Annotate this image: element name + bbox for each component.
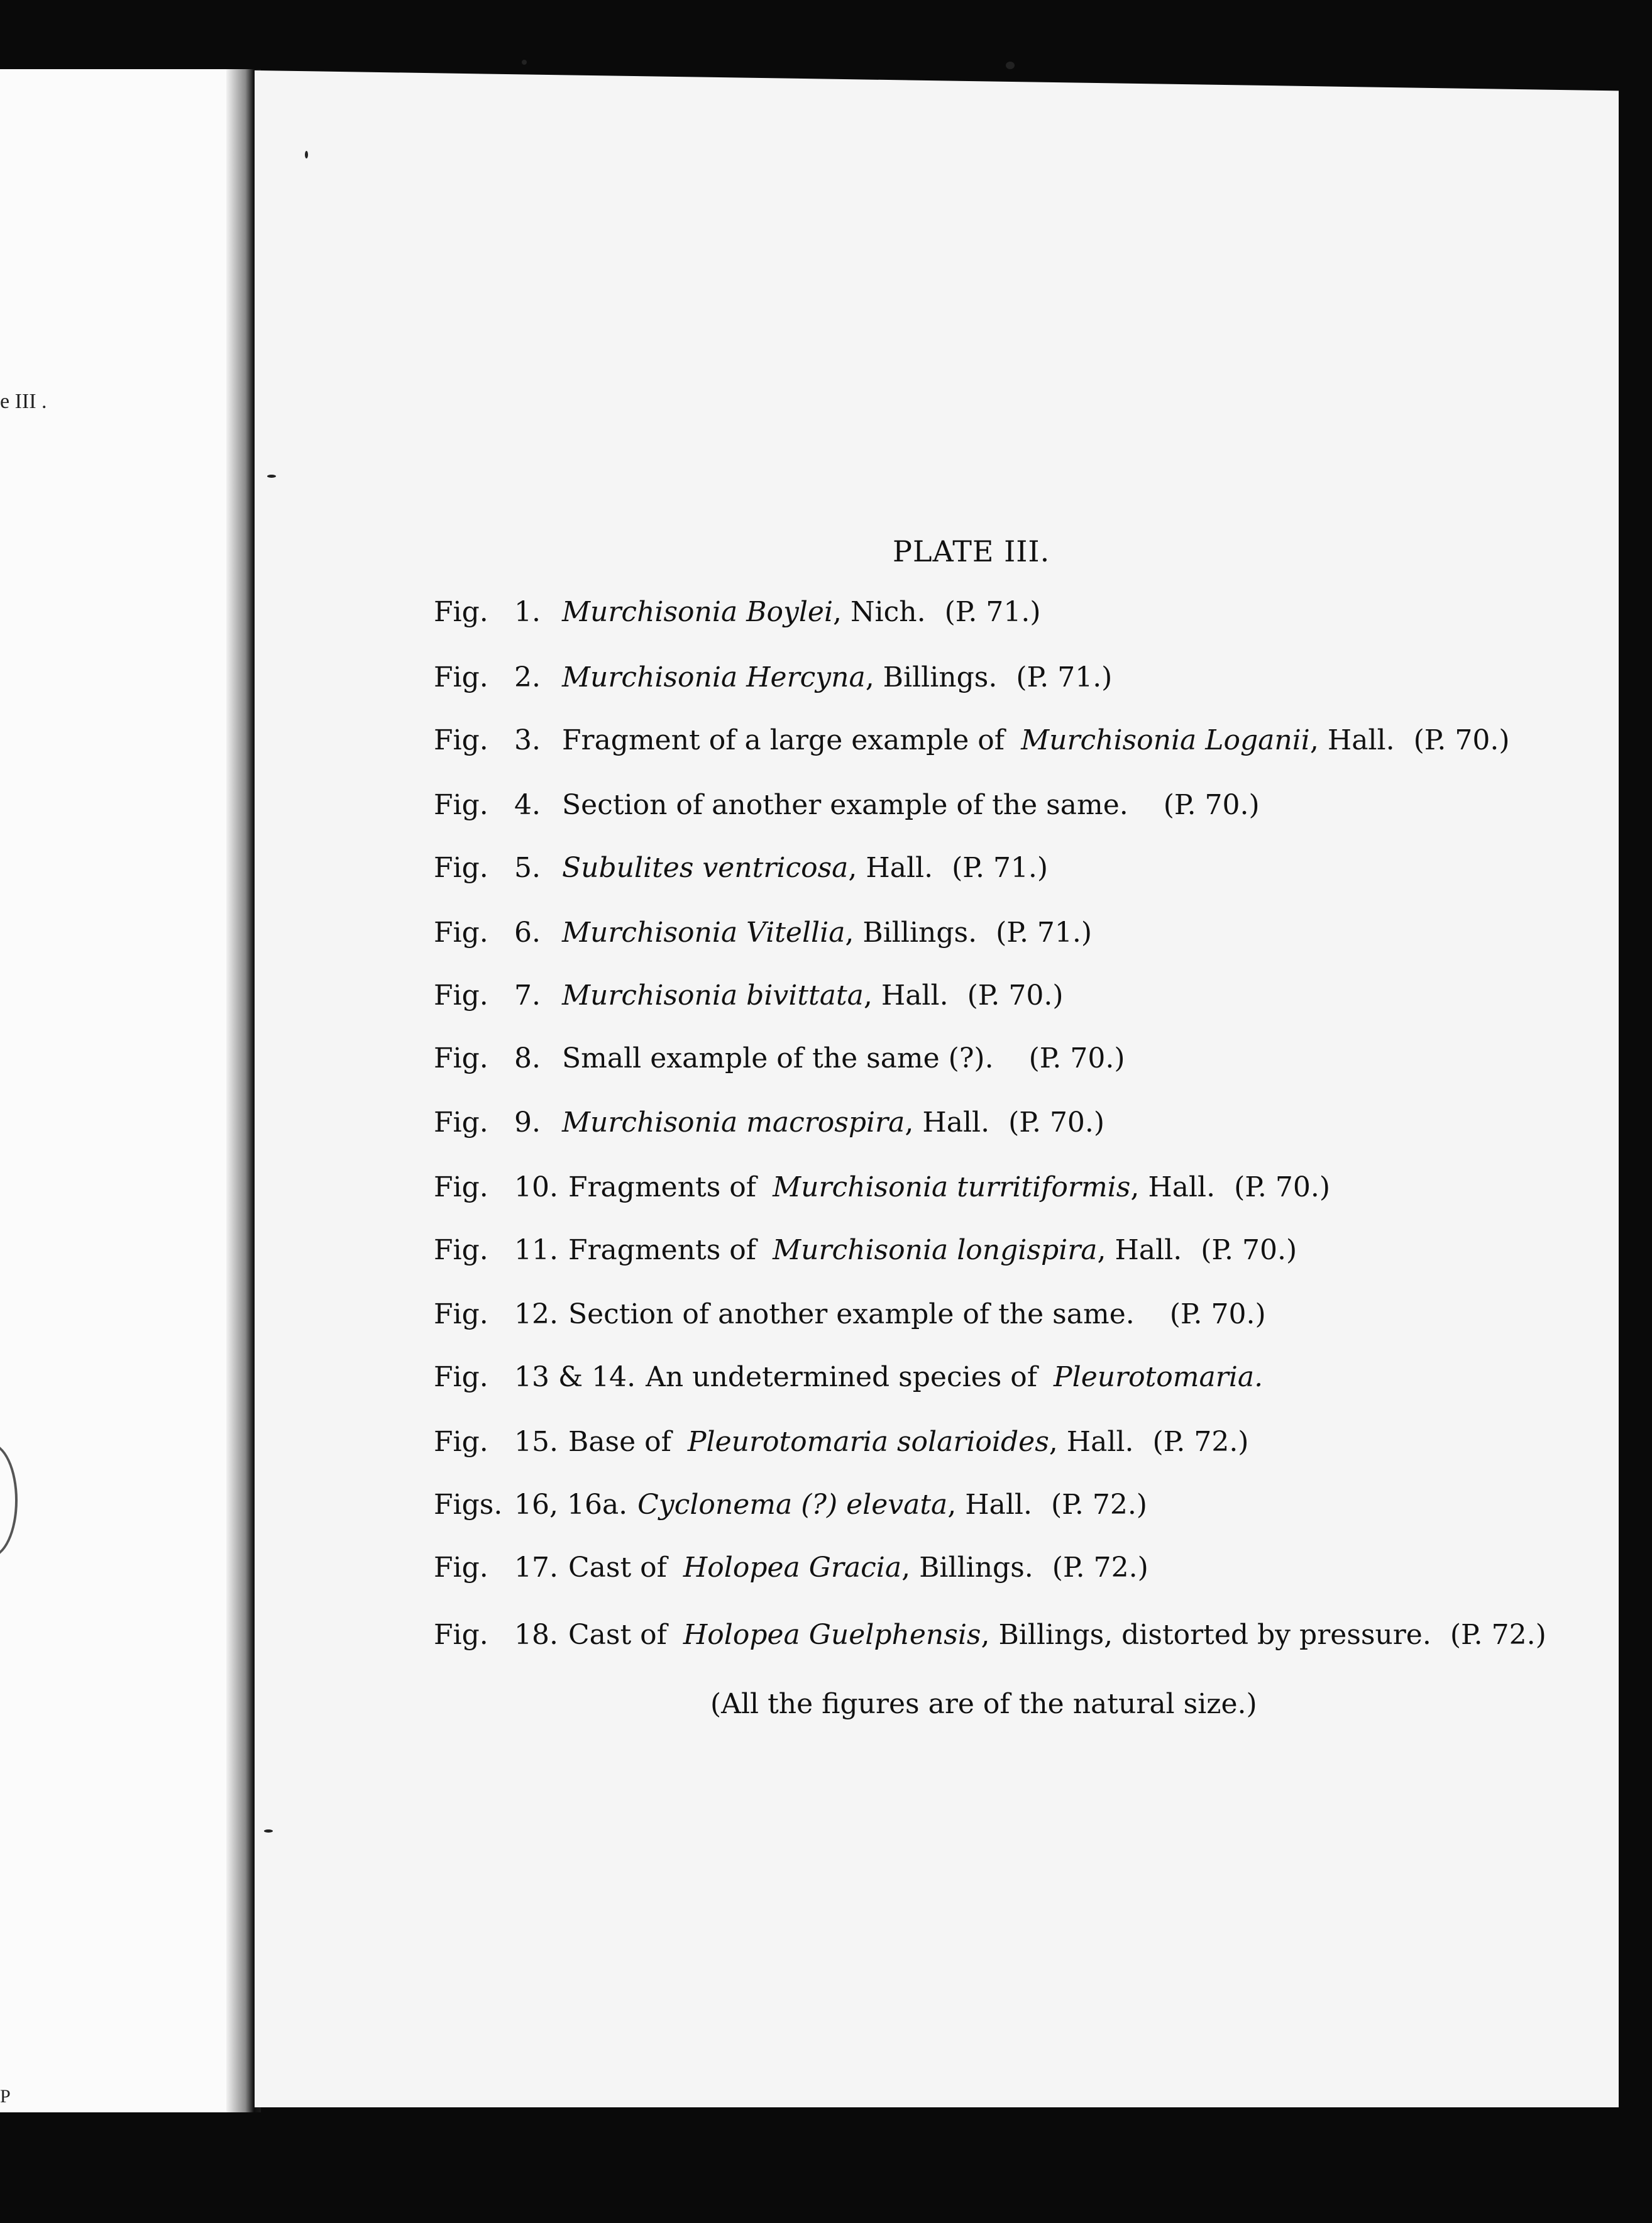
page-reference: (P. 70.) bbox=[1163, 789, 1260, 821]
page-reference: (P. 72.) bbox=[1152, 1426, 1249, 1458]
figure-label: Fig. bbox=[434, 596, 488, 628]
caption-text: Fragment of a large example of bbox=[562, 724, 1014, 756]
species-name: Pleurotomaria solarioides bbox=[687, 1426, 1049, 1458]
page-reference: (P. 70.) bbox=[1028, 1042, 1125, 1074]
figure-label: Fig. bbox=[434, 1552, 488, 1584]
caption-text: Cast of bbox=[568, 1619, 676, 1651]
species-name: Pleurotomaria. bbox=[1054, 1361, 1264, 1393]
figure-number: 1. bbox=[514, 596, 541, 628]
page-reference: (P. 72.) bbox=[1052, 1552, 1148, 1584]
species-name: Murchisonia bivittata bbox=[562, 979, 864, 1012]
author-text: , Billings. bbox=[901, 1552, 1033, 1584]
figure-label: Figs. bbox=[434, 1489, 503, 1521]
figure-number: 8. bbox=[514, 1042, 541, 1074]
caption-row bbox=[434, 1552, 1603, 1584]
dust-speck bbox=[1006, 62, 1015, 69]
figure-number: 9. bbox=[514, 1106, 541, 1139]
caption-row bbox=[434, 661, 1603, 693]
figure-number: 10. bbox=[514, 1171, 558, 1203]
caption-row bbox=[434, 1361, 1603, 1393]
figure-number: 6. bbox=[514, 917, 541, 949]
page-reference: (P. 70.) bbox=[1234, 1171, 1331, 1203]
caption-row bbox=[434, 1171, 1603, 1203]
author-text: , Hall. bbox=[1130, 1171, 1216, 1203]
species-name: Murchisonia Loganii bbox=[1021, 724, 1310, 756]
figure-label: Fig. bbox=[434, 1106, 488, 1139]
author-text: , Billings. bbox=[845, 917, 977, 949]
caption-text: Section of another example of the same. bbox=[562, 789, 1137, 821]
caption-text: Section of another example of the same. bbox=[568, 1298, 1143, 1330]
figure-number: 17. bbox=[514, 1552, 558, 1584]
species-name: Holopea Gracia bbox=[683, 1552, 902, 1584]
left-page bbox=[0, 69, 255, 2112]
author-text: , Hall. bbox=[905, 1106, 990, 1139]
caption-row bbox=[434, 1619, 1603, 1651]
figure-label: Fig. bbox=[434, 661, 488, 693]
species-name: Murchisonia macrospira bbox=[562, 1106, 905, 1139]
caption-row bbox=[434, 789, 1603, 821]
figure-label: Fig. bbox=[434, 789, 488, 821]
caption-row bbox=[434, 724, 1603, 756]
figure-label: Fig. bbox=[434, 1361, 488, 1393]
caption-row bbox=[434, 852, 1603, 884]
page-reference: (P. 71.) bbox=[952, 852, 1049, 884]
caption-text: Cast of bbox=[568, 1552, 676, 1584]
species-name: Murchisonia Hercyna bbox=[562, 661, 866, 693]
figure-label: Fig. bbox=[434, 1234, 488, 1266]
author-text: , Nich. bbox=[833, 596, 926, 628]
caption-row bbox=[434, 1426, 1603, 1458]
figure-label: Fig. bbox=[434, 1042, 488, 1074]
caption-row bbox=[434, 917, 1603, 949]
species-name: Cyclonema (?) elevata bbox=[637, 1489, 948, 1521]
caption-row bbox=[434, 1234, 1603, 1266]
figure-label: Fig. bbox=[434, 1171, 488, 1203]
figure-number: 11. bbox=[514, 1234, 558, 1266]
dust-speck bbox=[264, 1829, 273, 1833]
caption-text: Fragments of bbox=[568, 1171, 766, 1203]
author-text: , Billings, distorted by pressure. bbox=[981, 1619, 1431, 1651]
page-reference: (P. 70.) bbox=[1008, 1106, 1105, 1139]
caption-row bbox=[434, 1106, 1603, 1139]
species-name: Murchisonia turritiformis bbox=[773, 1171, 1131, 1203]
author-text: , Hall. bbox=[1049, 1426, 1134, 1458]
page-reference: (P. 72.) bbox=[1051, 1489, 1147, 1521]
figure-number: 12. bbox=[514, 1298, 558, 1330]
figure-number: 16, 16a. bbox=[514, 1489, 628, 1521]
page-reference: (P. 70.) bbox=[1413, 724, 1510, 756]
page-reference: (P. 70.) bbox=[1169, 1298, 1266, 1330]
fossil-drawing-edge bbox=[0, 1443, 18, 1558]
caption-text: Base of bbox=[568, 1426, 680, 1458]
caption-row bbox=[434, 596, 1603, 628]
left-page-fragment-plate-label: e III . bbox=[0, 390, 47, 413]
caption-row bbox=[434, 979, 1603, 1012]
page-reference: (P. 70.) bbox=[1201, 1234, 1297, 1266]
author-text: , Hall. bbox=[863, 979, 949, 1012]
figure-number: 18. bbox=[514, 1619, 558, 1651]
figure-label: Fig. bbox=[434, 852, 488, 884]
species-name: Subulites ventricosa bbox=[562, 852, 849, 884]
caption-text: Fragments of bbox=[568, 1234, 766, 1266]
figure-label: Fig. bbox=[434, 1298, 488, 1330]
figure-label: Fig. bbox=[434, 917, 488, 949]
figure-number: 13 & 14. bbox=[514, 1361, 636, 1393]
page-reference: (P. 72.) bbox=[1450, 1619, 1546, 1651]
page-reference: (P. 71.) bbox=[1016, 661, 1113, 693]
left-page-fragment-letter: P bbox=[0, 2086, 11, 2107]
caption-row bbox=[434, 1298, 1603, 1330]
figure-number: 15. bbox=[514, 1426, 558, 1458]
caption-text: Small example of the same (?). bbox=[562, 1042, 1003, 1074]
species-name: Murchisonia longispira bbox=[773, 1234, 1098, 1266]
species-name: Murchisonia Boylei bbox=[562, 596, 834, 628]
caption-row bbox=[434, 1042, 1603, 1074]
figure-number: 3. bbox=[514, 724, 541, 756]
figure-number: 5. bbox=[514, 852, 541, 884]
author-text: , Hall. bbox=[1309, 724, 1395, 756]
figure-label: Fig. bbox=[434, 1426, 488, 1458]
figure-number: 4. bbox=[514, 789, 541, 821]
author-text: , Hall. bbox=[848, 852, 933, 884]
caption-text: An undetermined species of bbox=[646, 1361, 1047, 1393]
plate-title: PLATE III. bbox=[893, 534, 1050, 568]
figure-label: Fig. bbox=[434, 1619, 488, 1651]
page-reference: (P. 70.) bbox=[967, 979, 1064, 1012]
author-text: , Hall. bbox=[1097, 1234, 1182, 1266]
page-reference: (P. 71.) bbox=[944, 596, 1041, 628]
author-text: , Billings. bbox=[865, 661, 998, 693]
species-name: Murchisonia Vitellia bbox=[562, 917, 845, 949]
author-text: , Hall. bbox=[947, 1489, 1032, 1521]
dust-speck bbox=[267, 475, 276, 478]
figure-number: 7. bbox=[514, 979, 541, 1012]
caption-row bbox=[434, 1489, 1603, 1521]
dust-speck bbox=[522, 60, 527, 65]
figure-number: 2. bbox=[514, 661, 541, 693]
figure-label: Fig. bbox=[434, 724, 488, 756]
right-page bbox=[255, 70, 1619, 2107]
species-name: Holopea Guelphensis bbox=[683, 1619, 981, 1651]
page-reference: (P. 71.) bbox=[996, 917, 1093, 949]
dust-speck bbox=[305, 151, 308, 158]
figure-label: Fig. bbox=[434, 979, 488, 1012]
natural-size-note: (All the figures are of the natural size.) bbox=[710, 1688, 1257, 1720]
